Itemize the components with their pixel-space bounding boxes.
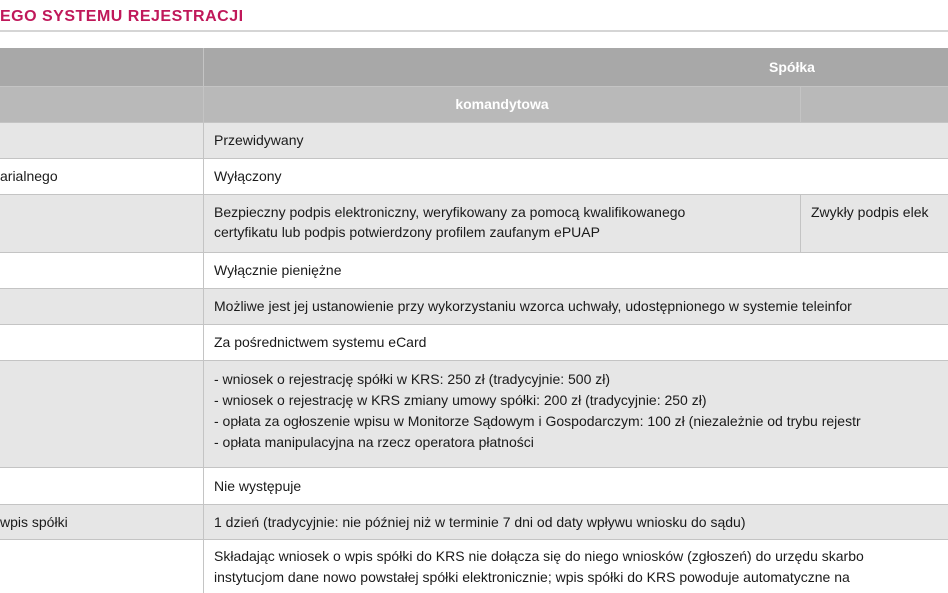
row-divider [0, 194, 948, 195]
row-value: Wyłączony [204, 159, 948, 194]
row-value-block [204, 361, 948, 467]
row-divider [0, 86, 948, 87]
row-value-line: Bezpieczny podpis elektroniczny, weryfikowany za pomocą kwalifikowanego [214, 204, 686, 220]
header-left-blank [0, 48, 203, 86]
row-divider [0, 252, 948, 253]
row-value: Przewidywany [204, 123, 948, 158]
row-divider [0, 122, 948, 123]
row-label [0, 468, 203, 504]
row-value-block [204, 195, 800, 252]
row-divider [0, 158, 948, 159]
sub-column-divider [800, 87, 801, 122]
row-value: Za pośrednictwem systemu eCard [204, 325, 948, 360]
row-divider [0, 324, 948, 325]
row-value-block [204, 540, 948, 593]
row-divider [0, 360, 948, 361]
page-title: EGO SYSTEMU REJESTRACJI [0, 8, 244, 25]
row-value: Wyłącznie pieniężne [204, 253, 948, 288]
row-divider [0, 539, 948, 540]
row-value: Nie występuje [204, 468, 948, 504]
row-label [0, 540, 203, 593]
group-header-spolka [204, 48, 948, 86]
row-value-line: - wniosek o rejestrację w KRS zmiany umowy spółki: 200 zł (tradycyjnie: 250 zł) [214, 392, 707, 408]
sub-column-divider [800, 195, 801, 252]
row-label [0, 123, 203, 158]
row-label [0, 195, 203, 252]
title-divider [0, 30, 948, 32]
row-label [0, 361, 203, 467]
row-label [0, 289, 203, 324]
row-value-line: - opłata za ogłoszenie wpisu w Monitorze Sądowym i Gospodarczym: 100 zł (niezależnie od trybu rejestr [214, 413, 861, 429]
row-label [0, 253, 203, 288]
row-label: arialnego [0, 159, 203, 194]
row-value-line: certyfikatu lub podpis potwierdzony profilem zaufanym ePUAP [214, 224, 600, 240]
row-value-line: Składając wniosek o wpis spółki do KRS nie dołącza się do niego wniosków (zgłoszeń) do urzędu skarbo [214, 548, 864, 564]
group-header-label: Spółka [769, 59, 815, 75]
row-label: wpis spółki [0, 505, 203, 539]
row-value-line: - wniosek o rejestrację spółki w KRS: 250 zł (tradycyjnie: 500 zł) [214, 371, 611, 387]
row-divider [0, 467, 948, 468]
row-value-line: instytucjom dane nowo powstałej spółki elektronicznie; wpis spółki do KRS powoduje automatyczne na [214, 569, 850, 585]
column-header-next [801, 87, 948, 122]
row-divider [0, 288, 948, 289]
row-divider [0, 504, 948, 505]
row-value: 1 dzień (tradycyjnie: nie później niż w terminie 7 dni od daty wpływu wniosku do sądu) [204, 505, 948, 539]
column-divider [203, 48, 204, 593]
row-value-line: - opłata manipulacyjna na rzecz operatora płatności [214, 434, 534, 450]
row-extra-value: Zwykły podpis elek [801, 195, 948, 252]
subheader-left-blank [0, 87, 203, 122]
row-value: Możliwe jest jej ustanowienie przy wykorzystaniu wzorca uchwały, udostępnionego w systemie teleinfor [204, 289, 948, 324]
column-header-komandytowa [204, 87, 800, 122]
row-label [0, 325, 203, 360]
column-header-label: komandytowa [455, 96, 549, 112]
